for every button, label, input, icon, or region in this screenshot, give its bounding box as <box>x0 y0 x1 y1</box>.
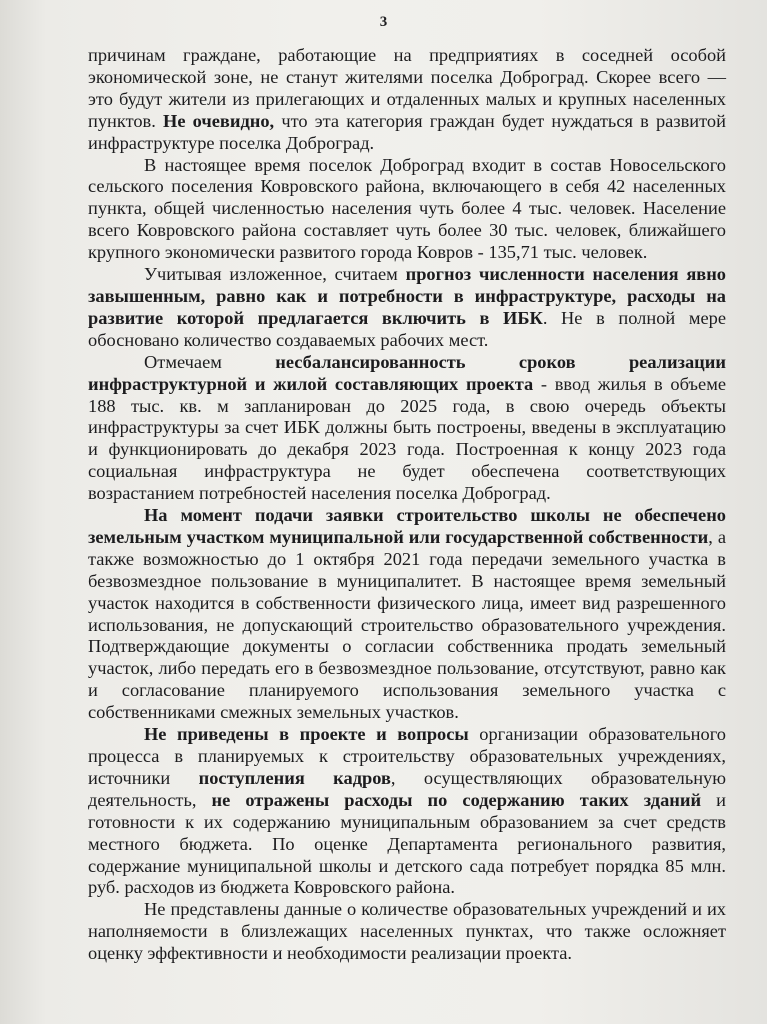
text-run-bold: поступления кадров <box>198 767 391 788</box>
text-run: - ввод жилья в объеме 188 тыс. кв. м запланирован до 2025 года, в свою очередь объекты инфраструктуры за счет ИБК должны быть построены, введены в эксплуатацию и функционировать до декабря 2023 года. Построенная к концу 2023 года социальная инфраструктура не будет обеспечена соответствующих возрастанием потребностей населения поселка Доброград. <box>88 373 726 504</box>
text-run: , а также возможностью до 1 октября 2021 года передачи земельного участка в безвозмездное пользование в муниципалитет. В настоящее время земельный участок находится в собственности физического лица, имеет вид разрешенного использования, не допускающий строительство образовательного учреждения. Подтверждающие документы о согласии собственника продать земельный участок, либо передать его в безвозмездное пользование, отсутствуют, равно как и согласование планируемого использования земельного участка с собственниками смежных земельных участков. <box>88 526 726 723</box>
paragraph-schedule-imbalance <box>88 352 726 505</box>
text-run-bold: не отражены расходы по содержанию таких зданий <box>211 789 702 810</box>
document-body <box>88 45 726 965</box>
text-run: что эта категория граждан будет нуждаться в развитой инфраструктуре поселка Доброград. <box>88 110 726 153</box>
text-run: . Не в полной мере обосновано количество создаваемых рабочих мест. <box>88 307 726 350</box>
text-run: Отмечаем <box>144 351 276 372</box>
text-run-bold: прогноз численности населения явно завышенным, равно как и потребности в инфраструктуре, расходы на развитие которой предлагается включить в ИБК <box>88 264 726 328</box>
paragraph-education-process <box>88 724 726 899</box>
text-run: и готовности к их содержанию муниципальным образованием за счет средств местного бюджета. По оценке Департамента регионального развития, содержание муниципальной школы и детского сада потребует порядка 85 млн. руб. расходов из бюджета Ковровского района. <box>88 789 726 898</box>
text-run: организации образовательного процесса в планируемых к строительству образовательных учреждениях, источники <box>88 724 726 788</box>
paragraph-population-forecast <box>88 264 726 352</box>
text-run: причинам граждане, работающие на предприятиях в соседней особой экономической зоне, не станут жителями поселка Доброград. Скорее всего — это будут жители из прилегающих и отдаленных малых и крупных населенных пунктов. <box>88 45 726 131</box>
text-run-bold: несбалансированность сроков реализации инфраструктурной и жилой составляющих проекта <box>88 351 726 394</box>
paragraph-missing-data <box>88 899 726 965</box>
text-run: , осуществляющих образовательную деятельность, <box>88 767 726 810</box>
paragraph-settlement-info <box>88 155 726 265</box>
paragraph-continuation <box>88 45 726 155</box>
paragraph-land-plot <box>88 505 726 724</box>
text-run: Не представлены данные о количестве образовательных учреждений и их наполняемости в близлежащих населенных пунктах, что также осложняет оценку эффективности и необходимости реализации проекта. <box>88 899 726 964</box>
text-run: В настоящее время поселок Доброград входит в состав Новосельского сельского поселения Ковровского района, включающего в себя 42 населенных пункта, общей численностью населения чуть более 4 тыс. человек. Население всего Ковровского района составляет чуть более 30 тыс. человек, ближайшего крупного экономически развитого города Ковров - 135,71 тыс. человек. <box>88 154 726 263</box>
text-run-bold: Не приведены в проекте и вопросы <box>144 724 469 745</box>
text-run: Учитывая изложенное, считаем <box>144 264 406 285</box>
page-number: 3 <box>379 14 388 30</box>
text-run-bold: Не очевидно, <box>163 110 275 131</box>
text-run-bold: На момент подачи заявки строительство школы не обеспечено земельным участком муниципальной или государственной собственности <box>88 505 726 547</box>
